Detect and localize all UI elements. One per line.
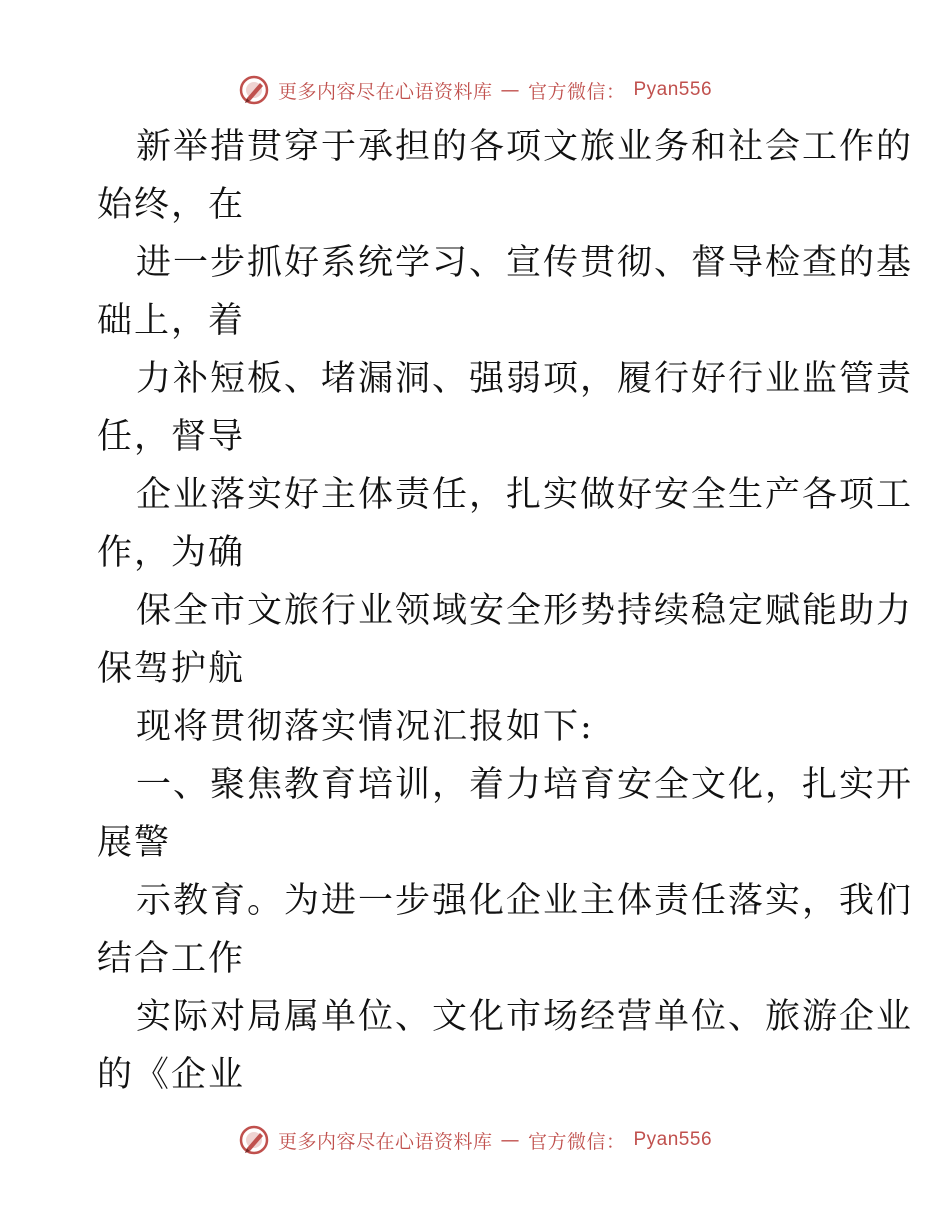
watermark-wechat-label: 官方微信： — [527, 1130, 626, 1153]
text-line: 始终，在 — [97, 185, 246, 225]
text-line: 保驾护航 — [97, 649, 246, 689]
text-line: 现将贯彻落实情况汇报如下: — [136, 707, 594, 747]
watermark-separator: — — [500, 79, 520, 101]
watermark-wechat-id: Pyan556 — [633, 79, 713, 100]
watermark-main-text: 更多内容尽在心语资料库 — [277, 1130, 493, 1153]
text-line: 础上，着 — [97, 301, 246, 341]
footer-watermark — [0, 1120, 950, 1160]
watermark-wechat-label: 官方微信： — [527, 80, 626, 103]
document-body — [97, 118, 914, 1104]
text-line: 进一步抓好系统学习、宣传贯彻、督导检查的基 — [136, 243, 914, 283]
watermark-separator: — — [500, 1129, 520, 1151]
text-line: 实际对局属单位、文化市场经营单位、旅游企业 — [136, 997, 914, 1037]
text-line: 示教育。为进一步强化企业主体责任落实，我们 — [136, 881, 914, 921]
text-line: 企业落实好主体责任，扎实做好安全生产各项工 — [136, 475, 914, 515]
header-watermark — [0, 70, 950, 110]
text-line: 展警 — [97, 823, 172, 863]
text-line: 新举措贯穿于承担的各项文旅业务和社会工作的 — [136, 127, 914, 167]
text-line: 结合工作 — [97, 939, 246, 979]
watermark-main-text: 更多内容尽在心语资料库 — [277, 80, 493, 103]
text-line: 作，为确 — [97, 533, 246, 573]
text-line: 任，督导 — [97, 417, 246, 457]
pen-logo-icon — [238, 1124, 270, 1156]
text-line: 的《企业 — [97, 1055, 246, 1095]
text-line: 保全市文旅行业领域安全形势持续稳定赋能助力 — [136, 591, 914, 631]
pen-logo-icon — [238, 74, 270, 106]
text-line: 一、聚焦教育培训，着力培育安全文化，扎实开 — [136, 765, 914, 805]
text-line: 力补短板、堵漏洞、强弱项，履行好行业监管责 — [136, 359, 914, 399]
watermark-wechat-id: Pyan556 — [633, 1129, 713, 1150]
